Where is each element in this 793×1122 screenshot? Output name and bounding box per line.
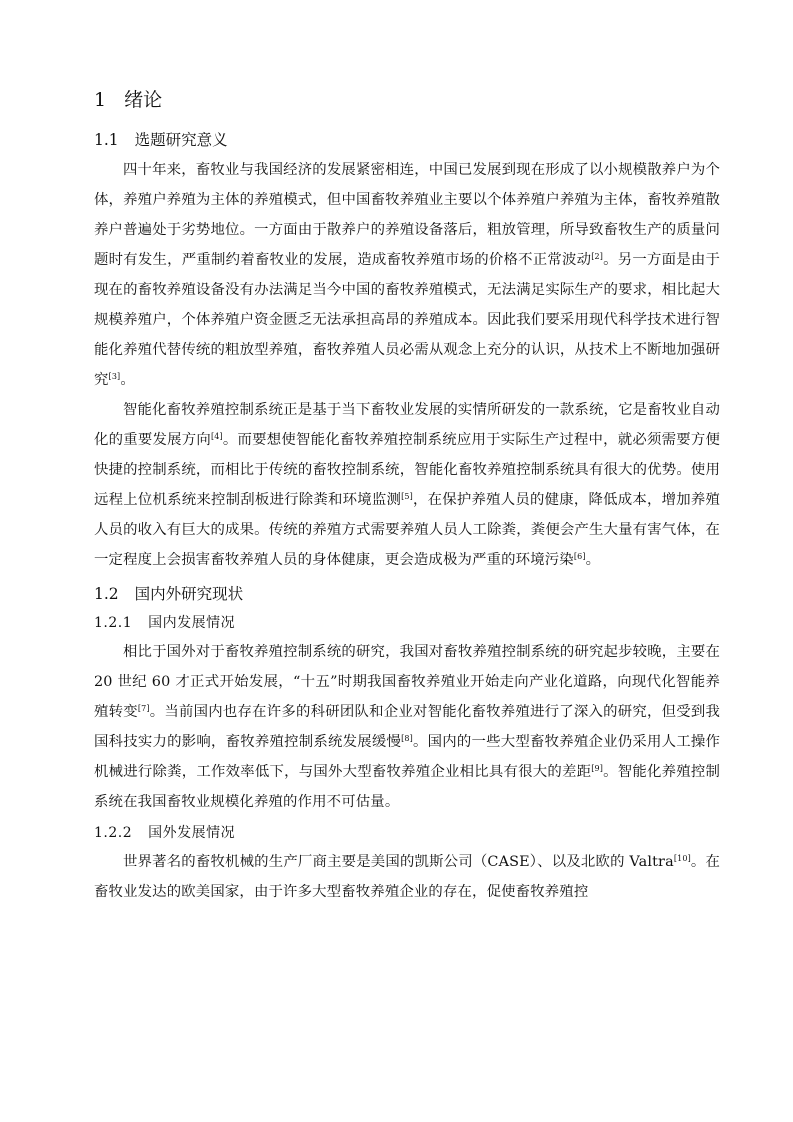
citation-marker[interactable]: [10] — [673, 854, 691, 863]
citation-marker[interactable]: [9] — [591, 764, 604, 773]
citation-marker[interactable]: [3] — [108, 372, 121, 381]
section-title: 国内外研究现状 — [134, 585, 244, 603]
subsection-number: 1.2.1 — [94, 615, 133, 631]
subsection-title: 国内发展情况 — [148, 615, 236, 631]
citation-marker[interactable]: [4] — [211, 432, 223, 441]
citation-marker[interactable]: [5] — [401, 492, 413, 501]
body-paragraph — [94, 155, 720, 395]
section-title: 选题研究意义 — [134, 131, 228, 149]
paragraph-text: 世界著名的畜牧机械的生产厂商主要是美国的凯斯公司（CASE）、以及北欧的 Valtra — [123, 854, 674, 870]
citation-marker[interactable]: [8] — [401, 734, 413, 743]
paragraph-text: 。当前国内也存在许多的科研团队和企业对智能化畜牧养殖进行了深入的研究，但受到我国科技实力的影响，畜牧养殖控制系统发展缓慢 — [94, 704, 720, 750]
section-number: 1.1 — [94, 131, 119, 149]
body-paragraph — [94, 395, 720, 575]
citation-marker[interactable]: [2] — [591, 252, 604, 261]
paragraph-text: 。 — [585, 552, 601, 568]
subsection-number: 1.2.2 — [94, 825, 133, 841]
paragraph-text: 。而要想使智能化畜牧养殖控制系统应用于实际生产过程中，就必须需要方便快捷的控制系统，而相比于传统的畜牧控制系统，智能化畜牧养殖控制系统具有很大的优势。使用远程上位机系统来控制刮板进行除粪和环境监测 — [94, 432, 721, 508]
citation-marker[interactable]: [7] — [137, 704, 150, 713]
paragraph-text: 。在畜牧业发达的欧美国家，由于许多大型畜牧养殖企业的存在，促使畜牧养殖控 — [94, 854, 720, 900]
section-heading — [94, 581, 720, 607]
section-number: 1.2 — [94, 585, 119, 603]
body-paragraph — [94, 847, 720, 907]
paragraph-text: 四十年来，畜牧业与我国经济的发展紧密相连，中国已发展到现在形成了以小规模散养户为个体，养殖户养殖为主体的养殖模式，但中国畜牧养殖业主要以个体养殖户养殖为主体，畜牧养殖散养户普遍处于劣势地位。一方面由于散养户的养殖设备落后，粗放管理，所导致畜牧生产的质量问题时有发生，严重制约着畜牧业的发展，造成畜牧养殖市场的价格不正常波动 — [94, 162, 720, 268]
subsection-title: 国外发展情况 — [148, 825, 236, 841]
citation-marker[interactable]: [6] — [573, 552, 586, 561]
subsection-heading — [94, 611, 720, 635]
chapter-heading — [94, 86, 720, 114]
chapter-number: 1 — [94, 89, 107, 111]
paragraph-text: 。智能化养殖控制系统在我国畜牧业规模化养殖的作用不可估量。 — [94, 764, 721, 810]
paragraph-text: 。 — [120, 372, 135, 388]
chapter-title: 绪论 — [124, 89, 163, 111]
section-heading — [94, 127, 720, 153]
paragraph-text: ，在保护养殖人员的健康，降低成本，增加养殖人员的收入有巨大的成果。传统的养殖方式需要养殖人员人工除粪，粪便会产生大量有害气体，在一定程度上会损害畜牧养殖人员的身体健康，更会造成极为严重的环境污染 — [94, 492, 721, 568]
paragraph-text: 智能化畜牧养殖控制系统正是基于当下畜牧业发展的实情所研发的一款系统，它是畜牧业自动化的重要发展方向 — [94, 402, 720, 448]
paragraph-text: 。国内的一些大型畜牧养殖企业仍采用人工操作机械进行除粪，工作效率低下，与国外大型畜牧养殖企业相比具有很大的差距 — [94, 734, 721, 780]
paragraph-text: 。另一方面是由于现在的畜牧养殖设备没有办法满足当今中国的畜牧养殖模式，无法满足实际生产的要求，相比起大规模养殖户，个体养殖户资金匮乏无法承担高昂的养殖成本。因此我们要采用现代科学技术进行智能化养殖代替传统的粗放型养殖，畜牧养殖人员必需从观念上充分的认识，从技术上不断地加强研究 — [94, 252, 721, 388]
document-body — [94, 86, 720, 907]
body-paragraph — [94, 637, 720, 817]
subsection-heading — [94, 821, 720, 845]
paragraph-text: 相比于国外对于畜牧养殖控制系统的研究，我国对畜牧养殖控制系统的研究起步较晚，主要在 20 世纪 60 才正式开始发展，“十五”时期我国畜牧养殖业开始走向产业化道路，向现代化智能养殖转变 — [94, 644, 720, 720]
